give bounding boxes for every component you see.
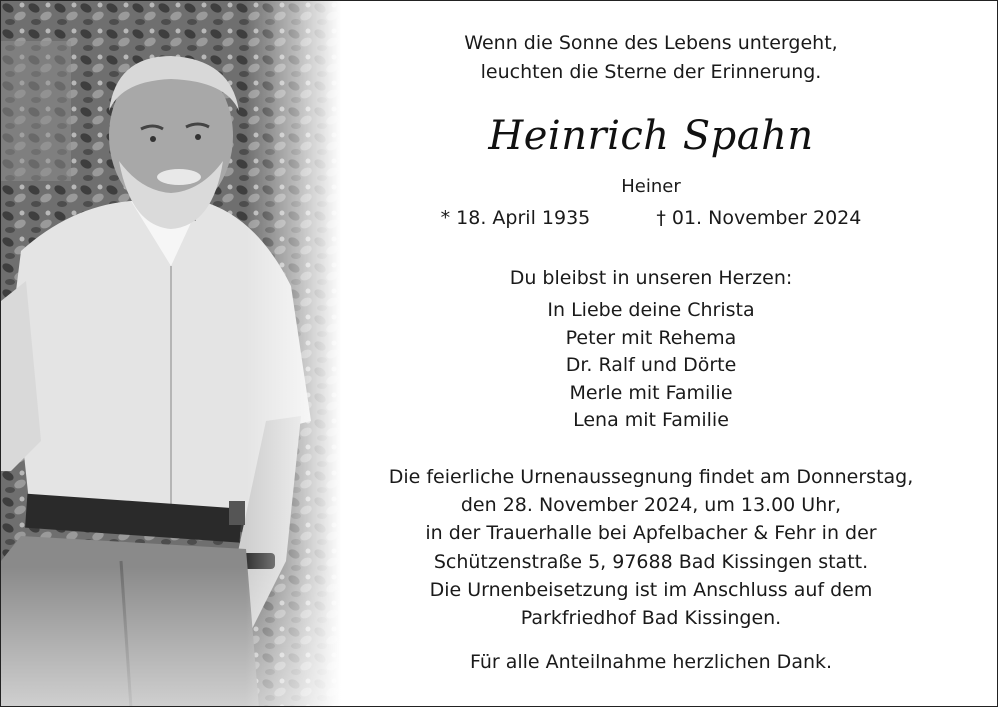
family-member: Peter mit Rehema [565, 326, 737, 349]
nickname: Heiner [621, 176, 681, 197]
service-line: Parkfriedhof Bad Kissingen. [520, 607, 782, 630]
family-intro: Du bleibst in unseren Herzen: [509, 267, 793, 289]
family-member: Lena mit Familie [573, 409, 729, 431]
death-date: † 01. November 2024 [656, 207, 862, 229]
service-line: in der Trauerhalle bei Apfelbacher & Fehr in der [425, 522, 877, 545]
family-member: Dr. Ralf und Dörte [565, 354, 737, 376]
motto-line: leuchten die Sterne der Erinnerung. [480, 61, 822, 83]
portrait-photo [1, 1, 341, 707]
family-member: Merle mit Familie [569, 381, 733, 404]
service-line: Die feierliche Urnenaussegnung findet am Donnerstag, [388, 466, 914, 488]
service-info [351, 463, 951, 632]
thanks-note: Für alle Anteilnahme herzlichen Dank. [469, 651, 833, 673]
service-line: den 28. November 2024, um 13.00 Uhr, [460, 494, 842, 517]
service-line: Die Urnenbeisetzung ist im Anschluss auf dem [429, 578, 873, 601]
motto [351, 29, 951, 87]
family-list [351, 297, 951, 435]
service-line: Schützenstraße 5, 97688 Bad Kissingen statt. [433, 550, 869, 573]
motto-line: Wenn die Sonne des Lebens untergeht, [464, 32, 838, 54]
birth-date: * 18. April 1935 [440, 207, 591, 229]
family-member: In Liebe deine Christa [547, 299, 755, 321]
life-dates [351, 207, 951, 229]
deceased-name: Heinrich Spahn [488, 113, 814, 159]
